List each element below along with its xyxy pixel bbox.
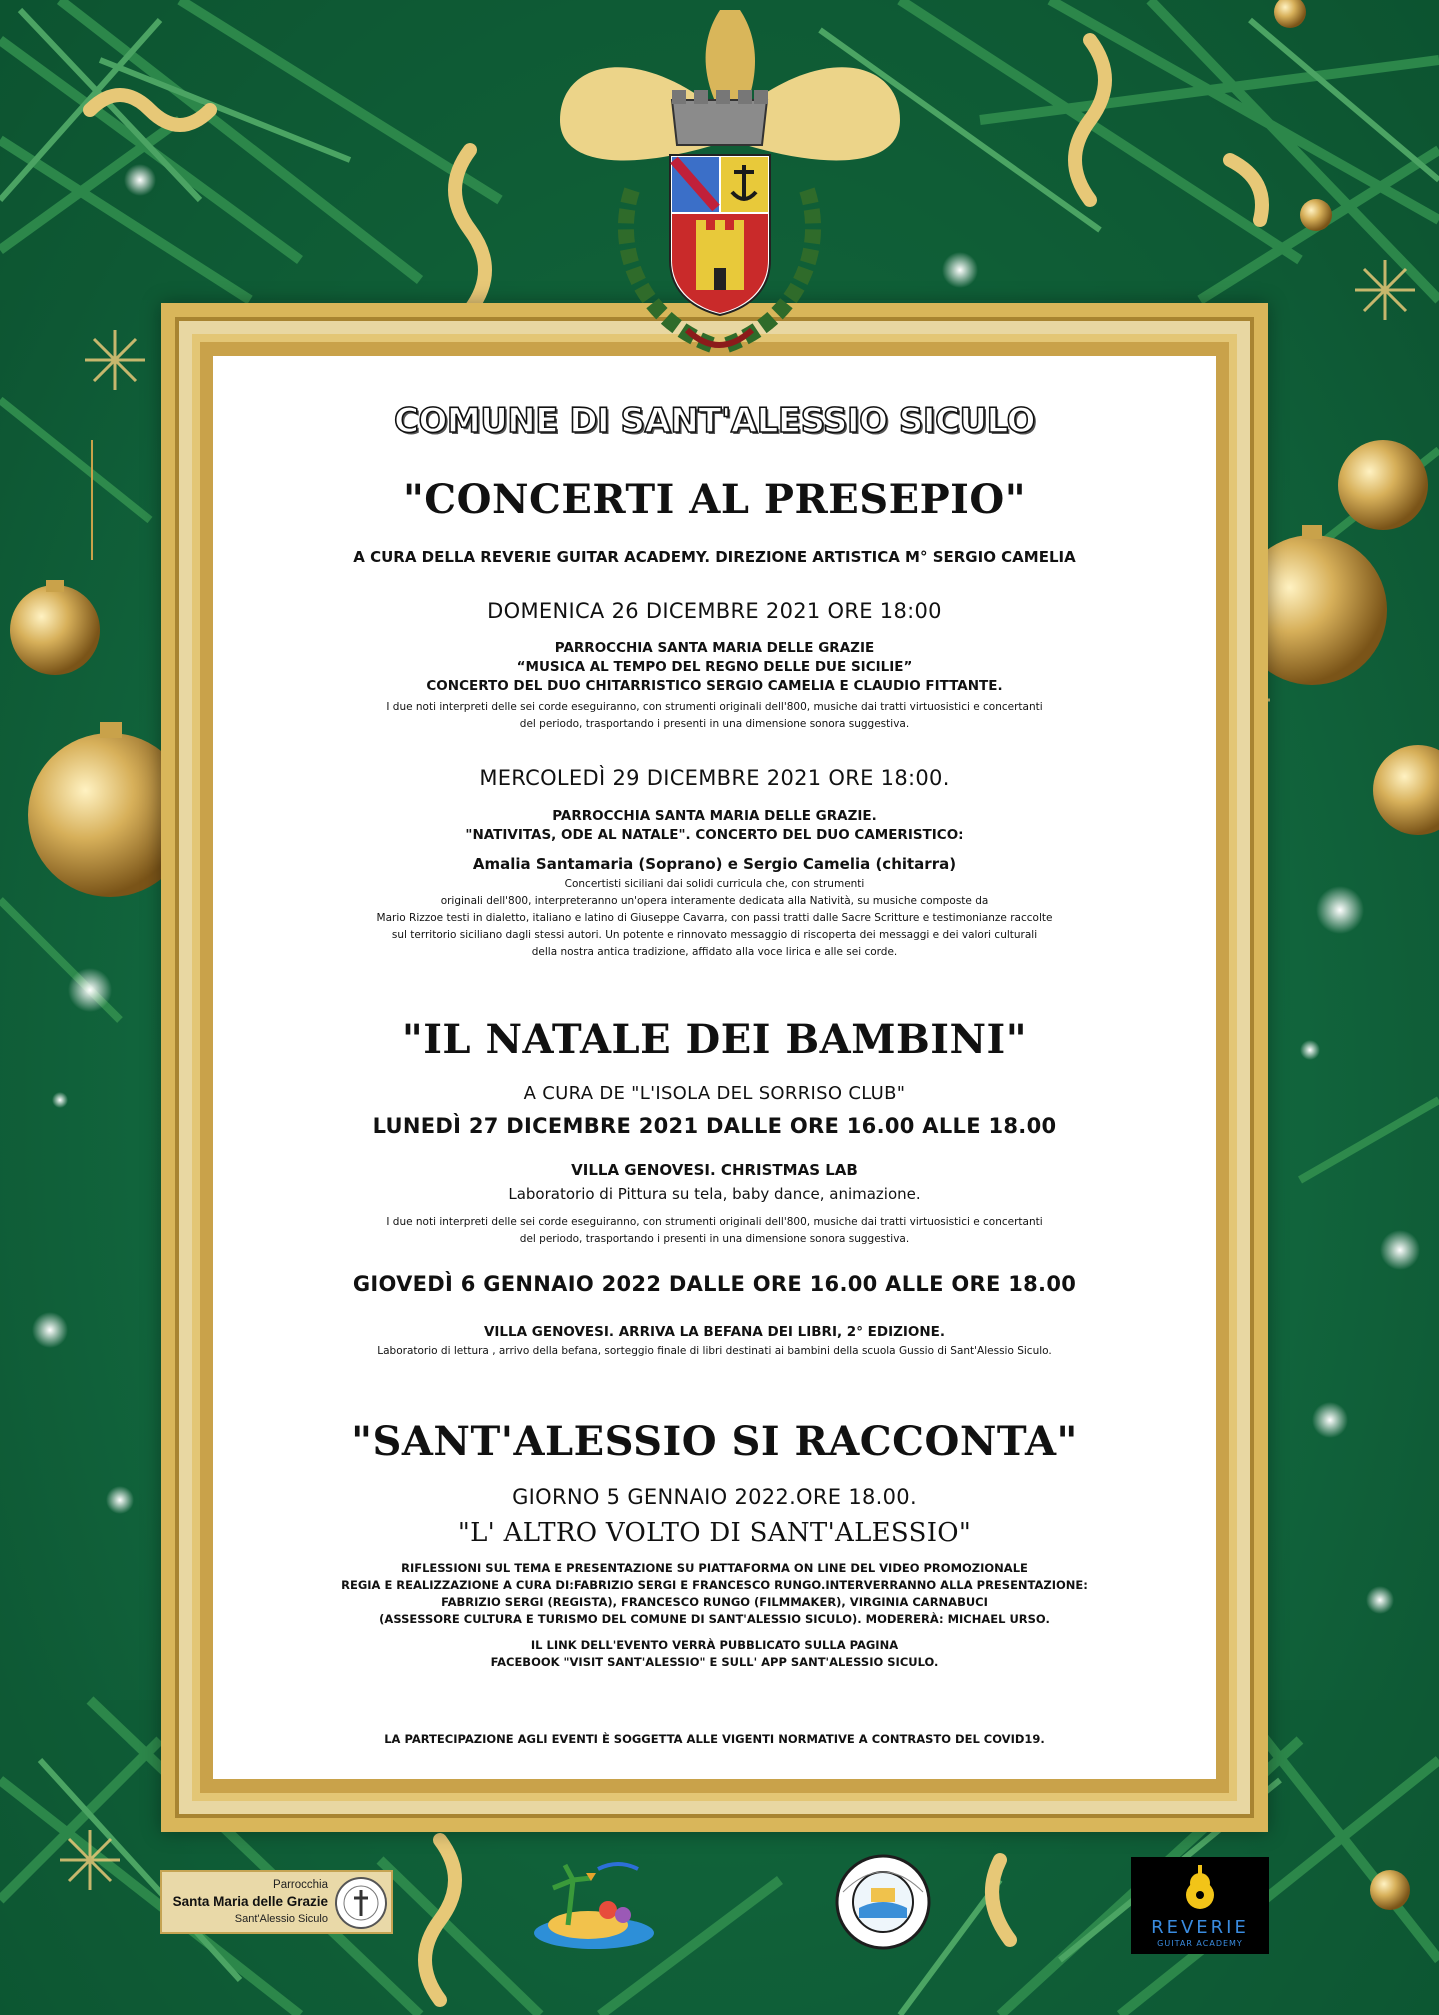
parrocchia-logo-line: Sant'Alessio Siculo (234, 1913, 328, 1925)
reverie-guitar-academy-logo (1131, 1857, 1269, 1954)
event-line: (ASSESSORE CULTURA E TURISMO DEL COMUNE DI SANT'ALESSIO SICULO). MODERERÀ: MICHAEL URSO. (379, 1612, 1050, 1626)
parrocchia-logo-line: Parrocchia (273, 1879, 328, 1891)
isola-sorriso-logo (528, 1855, 663, 1955)
event-line: Laboratorio di Pittura su tela, baby dance, animazione. (508, 1185, 921, 1203)
event-line: REGIA E REALIZZAZIONE A CURA DI:FABRIZIO SERGI E FRANCESCO RUNGO.INTERVERRANNO ALLA PRESENTAZIONE: (341, 1578, 1088, 1592)
town-crest-icon (592, 60, 847, 365)
natale-subtitle: A CURA DE "L'ISOLA DEL SORRISO CLUB" (523, 1083, 906, 1104)
event-description: del periodo, trasportando i presenti in una dimensione sonora suggestiva. (519, 718, 910, 730)
event-date: MERCOLEDÌ 29 DICEMBRE 2021 ORE 18:00. (479, 766, 950, 790)
event-line: CONCERTO DEL DUO CHITARRISTICO SERGIO CAMELIA E CLAUDIO FITTANTE. (426, 678, 1003, 694)
event-description: sul territorio siciliano dagli stessi autori. Un potente e rinnovato messaggio di riscoperta dei messaggi e dei valori culturali (391, 929, 1038, 941)
event-date: DOMENICA 26 DICEMBRE 2021 ORE 18:00 (487, 599, 942, 623)
event-line: VILLA GENOVESI. CHRISTMAS LAB (571, 1161, 858, 1179)
event-description: I due noti interpreti delle sei corde eseguiranno, con strumenti originali dell'800, musiche dai tratti virtuosistici e concertanti (386, 701, 1043, 713)
event-line: FACEBOOK "VISIT SANT'ALESSIO" E SULL' APP SANT'ALESSIO SICULO. (490, 1655, 939, 1669)
event-line: "NATIVITAS, ODE AL NATALE". CONCERTO DEL DUO CAMERISTICO: (465, 827, 964, 843)
event-description: I due noti interpreti delle sei corde eseguiranno, con strumenti originali dell'800, musiche dai tratti virtuosistici e concertanti (386, 1216, 1043, 1228)
event-line: PARROCCHIA SANTA MARIA DELLE GRAZIE (554, 640, 875, 656)
poster-content (213, 356, 1216, 1779)
event-title: "L' ALTRO VOLTO DI SANT'ALESSIO" (457, 1518, 972, 1548)
reverie-name: REVERIE (1151, 1917, 1249, 1938)
parrocchia-logo (160, 1870, 393, 1934)
covid-note: LA PARTECIPAZIONE AGLI EVENTI È SOGGETTA ALLE VIGENTI NORMATIVE A CONTRASTO DEL COVID19. (384, 1732, 1045, 1746)
concerti-title: "CONCERTI AL PRESEPIO" (402, 476, 1027, 523)
event-line: RIFLESSIONI SUL TEMA E PRESENTAZIONE SU PIATTAFORMA ON LINE DEL VIDEO PROMOZIONALE (401, 1561, 1028, 1575)
event-description: Concertisti siciliani dai solidi curricula che, con strumenti (564, 878, 865, 890)
event-line: PARROCCHIA SANTA MARIA DELLE GRAZIE. (552, 808, 877, 824)
event-description: Mario Rizzoe testi in dialetto, italiano e latino di Giuseppe Cavarra, con passi tratti dalle Sacre Scritture e testimonianze raccolte (376, 912, 1053, 924)
guitar-icon (1178, 1865, 1222, 1913)
event-performers: Amalia Santamaria (Soprano) e Sergio Camelia (chitarra) (472, 855, 957, 873)
natale-title: "IL NATALE DEI BAMBINI" (401, 1016, 1028, 1063)
event-line: IL LINK DELL'EVENTO VERRÀ PUBBLICATO SULLA PAGINA (530, 1638, 899, 1652)
event-description: della nostra antica tradizione, affidato alla voce lirica e alle sei corde. (531, 946, 898, 958)
parrocchia-logo-line: Santa Maria delle Grazie (172, 1894, 328, 1909)
event-date: LUNEDÌ 27 DICEMBRE 2021 DALLE ORE 16.00 ALLE 18.00 (372, 1114, 1057, 1138)
reverie-tagline: GUITAR ACADEMY (1157, 1939, 1243, 1948)
racconta-title: "SANT'ALESSIO SI RACCONTA" (351, 1418, 1078, 1465)
event-line: FABRIZIO SERGI (REGISTA), FRANCESCO RUNGO (FILMMAKER), VIRGINIA CARNABUCI (441, 1595, 988, 1609)
event-date: GIORNO 5 GENNAIO 2022.ORE 18.00. (512, 1485, 917, 1509)
event-line: “MUSICA AL TEMPO DEL REGNO DELLE DUE SICILIE” (516, 659, 913, 675)
event-description: originali dell'800, interpreteranno un'opera interamente dedicata alla Natività, su musiche composte da (440, 895, 989, 907)
event-description: Laboratorio di lettura , arrivo della befana, sorteggio finale di libri destinati ai bambini della scuola Gussio di Sant'Alessio Siculo. (377, 1345, 1052, 1357)
comune-title: COMUNE DI SANT'ALESSIO SICULO (394, 401, 1035, 441)
event-date: GIOVEDÌ 6 GENNAIO 2022 DALLE ORE 16.00 ALLE ORE 18.00 (352, 1272, 1077, 1296)
church-seal-icon (334, 1876, 388, 1930)
event-description: del periodo, trasportando i presenti in una dimensione sonora suggestiva. (519, 1233, 910, 1245)
istituto-comprensivo-logo (833, 1852, 933, 1952)
concerti-subtitle: A CURA DELLA REVERIE GUITAR ACADEMY. DIREZIONE ARTISTICA M° SERGIO CAMELIA (353, 548, 1076, 566)
event-line: VILLA GENOVESI. ARRIVA LA BEFANA DEI LIBRI, 2° EDIZIONE. (483, 1324, 946, 1340)
